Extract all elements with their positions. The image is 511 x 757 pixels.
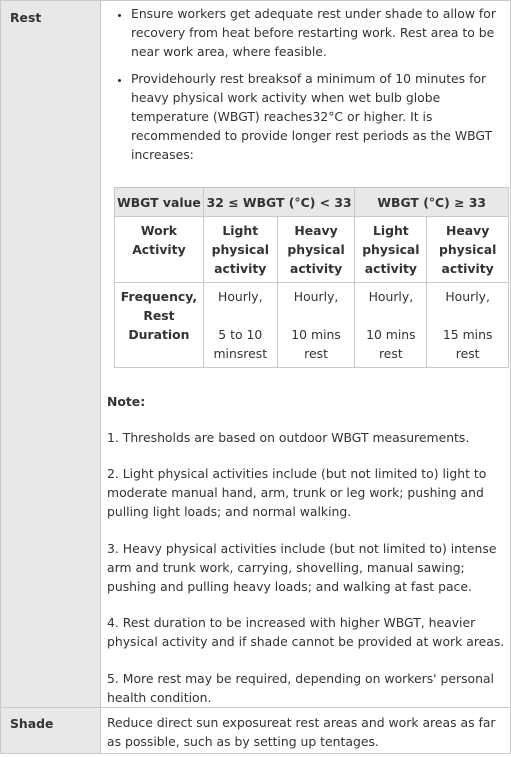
- duration-cell: [277, 282, 355, 367]
- shade-row: [0, 708, 511, 754]
- duration-text: 15 mins rest: [442, 326, 493, 361]
- frequency-text: Hourly,: [368, 288, 414, 304]
- header-range-2: WBGT (°C) ≥ 33: [355, 187, 509, 216]
- work-activity-text: Work Activity: [132, 222, 186, 257]
- notes: [107, 392, 509, 707]
- note-title: Note:: [107, 393, 146, 409]
- table-row: [115, 216, 509, 282]
- frequency-text: Hourly,: [445, 288, 490, 304]
- duration-cell: [427, 282, 509, 367]
- note-item: 3. Heavy physical activities include (but not limited to) intense arm and trunk work, carrying, shovelling, manual sawing; pushing and pulling heavy loads; and walking at fast pace.: [107, 540, 497, 595]
- shade-label: Shade: [1, 708, 101, 753]
- frequency-text: Hourly,: [293, 288, 339, 304]
- table-header-row: [115, 187, 509, 216]
- light-activity-2: Light physical activity: [355, 216, 427, 282]
- frequency-label: Frequency, Rest Duration: [115, 282, 204, 367]
- duration-text: 10 mins rest: [366, 326, 416, 361]
- frequency-text: Hourly,: [218, 288, 263, 304]
- wbgt-table: [114, 187, 509, 368]
- rest-content: [101, 1, 511, 707]
- note-item: 5. More rest may be required, depending on workers' personal health condition.: [107, 670, 495, 705]
- heavy-activity-2: Heavy physical activity: [427, 216, 509, 282]
- duration-text: 5 to 10 minsrest: [213, 326, 268, 361]
- rest-label: Rest: [1, 1, 101, 707]
- list-item: • Ensure workers get adequate rest under shade to allow for recovery from heat before restarting work. Rest area to be near work area, where feasible.: [131, 4, 509, 62]
- duration-cell: [355, 282, 427, 367]
- table-row: [115, 282, 509, 367]
- note-item: 4. Rest duration to be increased with higher WBGT, heavier physical activity and if shade cannot be provided at work areas.: [107, 615, 505, 650]
- light-activity-1: Light physical activity: [203, 216, 277, 282]
- work-activity-label: [115, 216, 204, 282]
- shade-text: Reduce direct sun exposureat rest areas and work areas as far as possible, such as by setting up tentages.: [107, 715, 496, 750]
- duration-text: 10 mins rest: [291, 326, 341, 361]
- heavy-activity-1: Heavy physical activity: [277, 216, 355, 282]
- rest-bullets: [107, 4, 509, 165]
- duration-cell: [203, 282, 277, 367]
- header-range-1: 32 ≤ WBGT (°C) < 33: [203, 187, 355, 216]
- note-item: 1. Thresholds are based on outdoor WBGT measurements.: [107, 429, 470, 445]
- list-item: • Providehourly rest breaksof a minimum of 10 minutes for heavy physical work activity when wet bulb globe temperature (WBGT) reaches32°C or higher. It is recommended to provide longer rest periods as the WBGT increases:: [131, 69, 509, 165]
- header-wbgt-value: WBGT value: [115, 187, 204, 216]
- note-item: 2. Light physical activities include (but not limited to) light to moderate manual hand, arm, trunk or leg work; pushing and pulling light loads; and normal walking.: [107, 466, 487, 520]
